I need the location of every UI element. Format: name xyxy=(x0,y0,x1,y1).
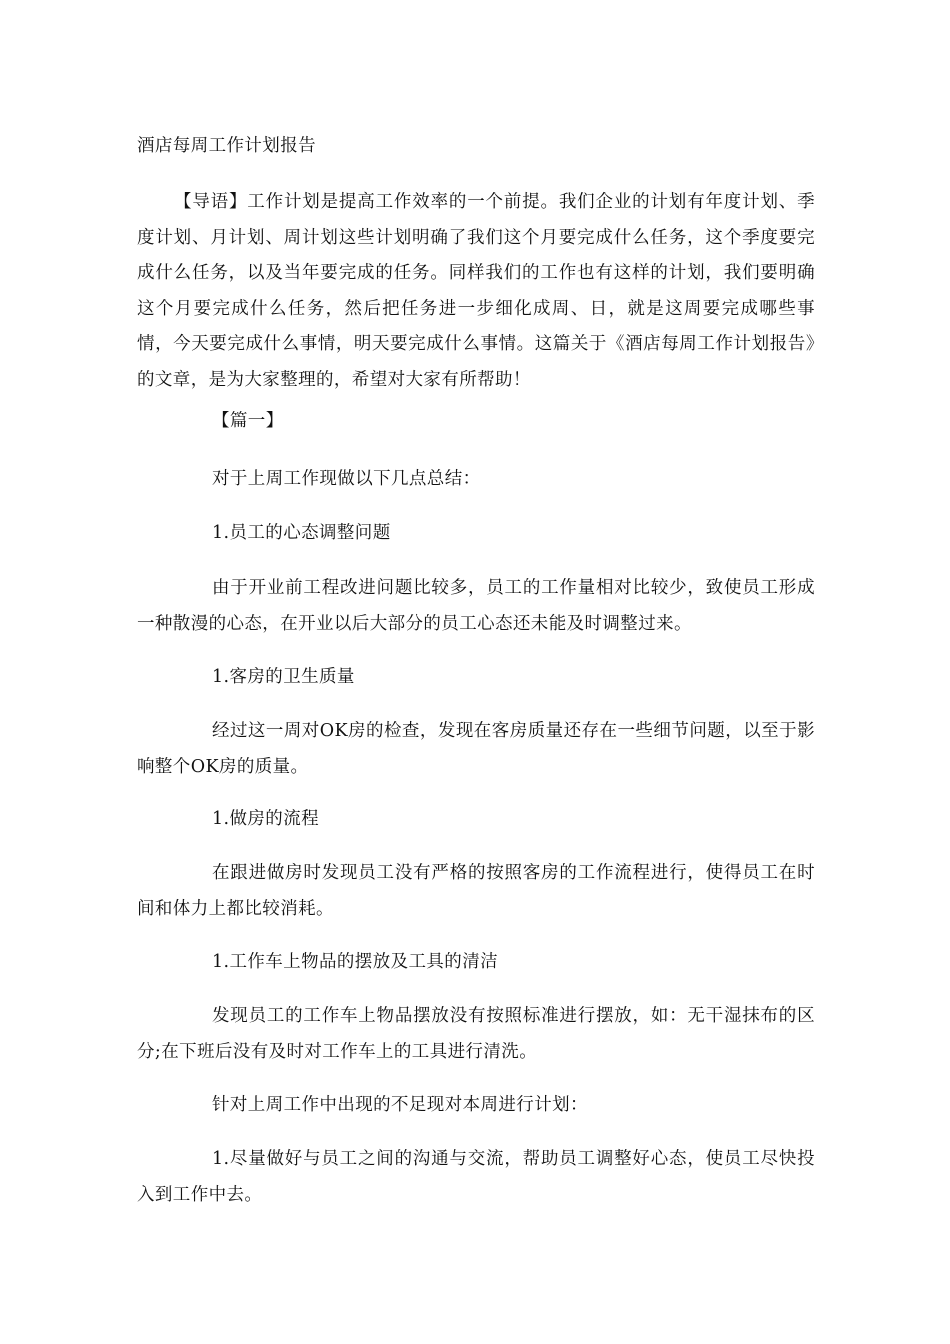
summary-item-2-title: 1.客房的卫生质量 xyxy=(212,667,355,687)
plan-lead: 针对上周工作中出现的不足现对本周进行计划： xyxy=(212,1095,588,1115)
summary-item-1-text: 由于开业前工程改进问题比较多，员工的工作量相对比较少，致使员工形成一种散漫的心态，在开业以后大部分的员工心态还未能及时调整过来。 xyxy=(137,578,815,634)
summary-lead: 对于上周工作现做以下几点总结： xyxy=(212,469,481,489)
summary-item-2-text: 经过这一周对OK房的检查，发现在客房质量还存在一些细节问题，以至于影响整个OK房的质量。 xyxy=(137,721,815,777)
plan-item-1-text: 1.尽量做好与员工之间的沟通与交流，帮助员工调整好心态，使员工尽快投入到工作中去。 xyxy=(137,1149,815,1205)
section-heading: 【篇一】 xyxy=(212,411,284,431)
summary-item-3-text: 在跟进做房时发现员工没有严格的按照客房的工作流程进行，使得员工在时间和体力上都比较消耗。 xyxy=(137,863,815,919)
document-title: 酒店每周工作计划报告 xyxy=(137,136,316,156)
summary-item-4-title: 1.工作车上物品的摆放及工具的清洁 xyxy=(212,952,498,972)
intro-paragraph: 【导语】工作计划是提高工作效率的一个前提。我们企业的计划有年度计划、季度计划、月计划、周计划这些计划明确了我们这个月要完成什么任务，这个季度要完成什么任务，以及当年要完成的任务。同样我们的工作也有这样的计划，我们要明确这个月要完成什么任务，然后把任务进一步细化成周、日，就是这周要完成哪些事情，今天要完成什么事情，明天要完成什么事情。这篇关于《酒店每周工作计划报告》的文章，是为大家整理的，希望对大家有所帮助！ xyxy=(137,192,815,390)
summary-item-1-title: 1.员工的心态调整问题 xyxy=(212,523,391,543)
summary-item-4-text: 发现员工的工作车上物品摆放没有按照标准进行摆放，如：无干湿抹布的区分;在下班后没有及时对工作车上的工具进行清洗。 xyxy=(137,1006,815,1062)
summary-item-3-title: 1.做房的流程 xyxy=(212,809,319,829)
